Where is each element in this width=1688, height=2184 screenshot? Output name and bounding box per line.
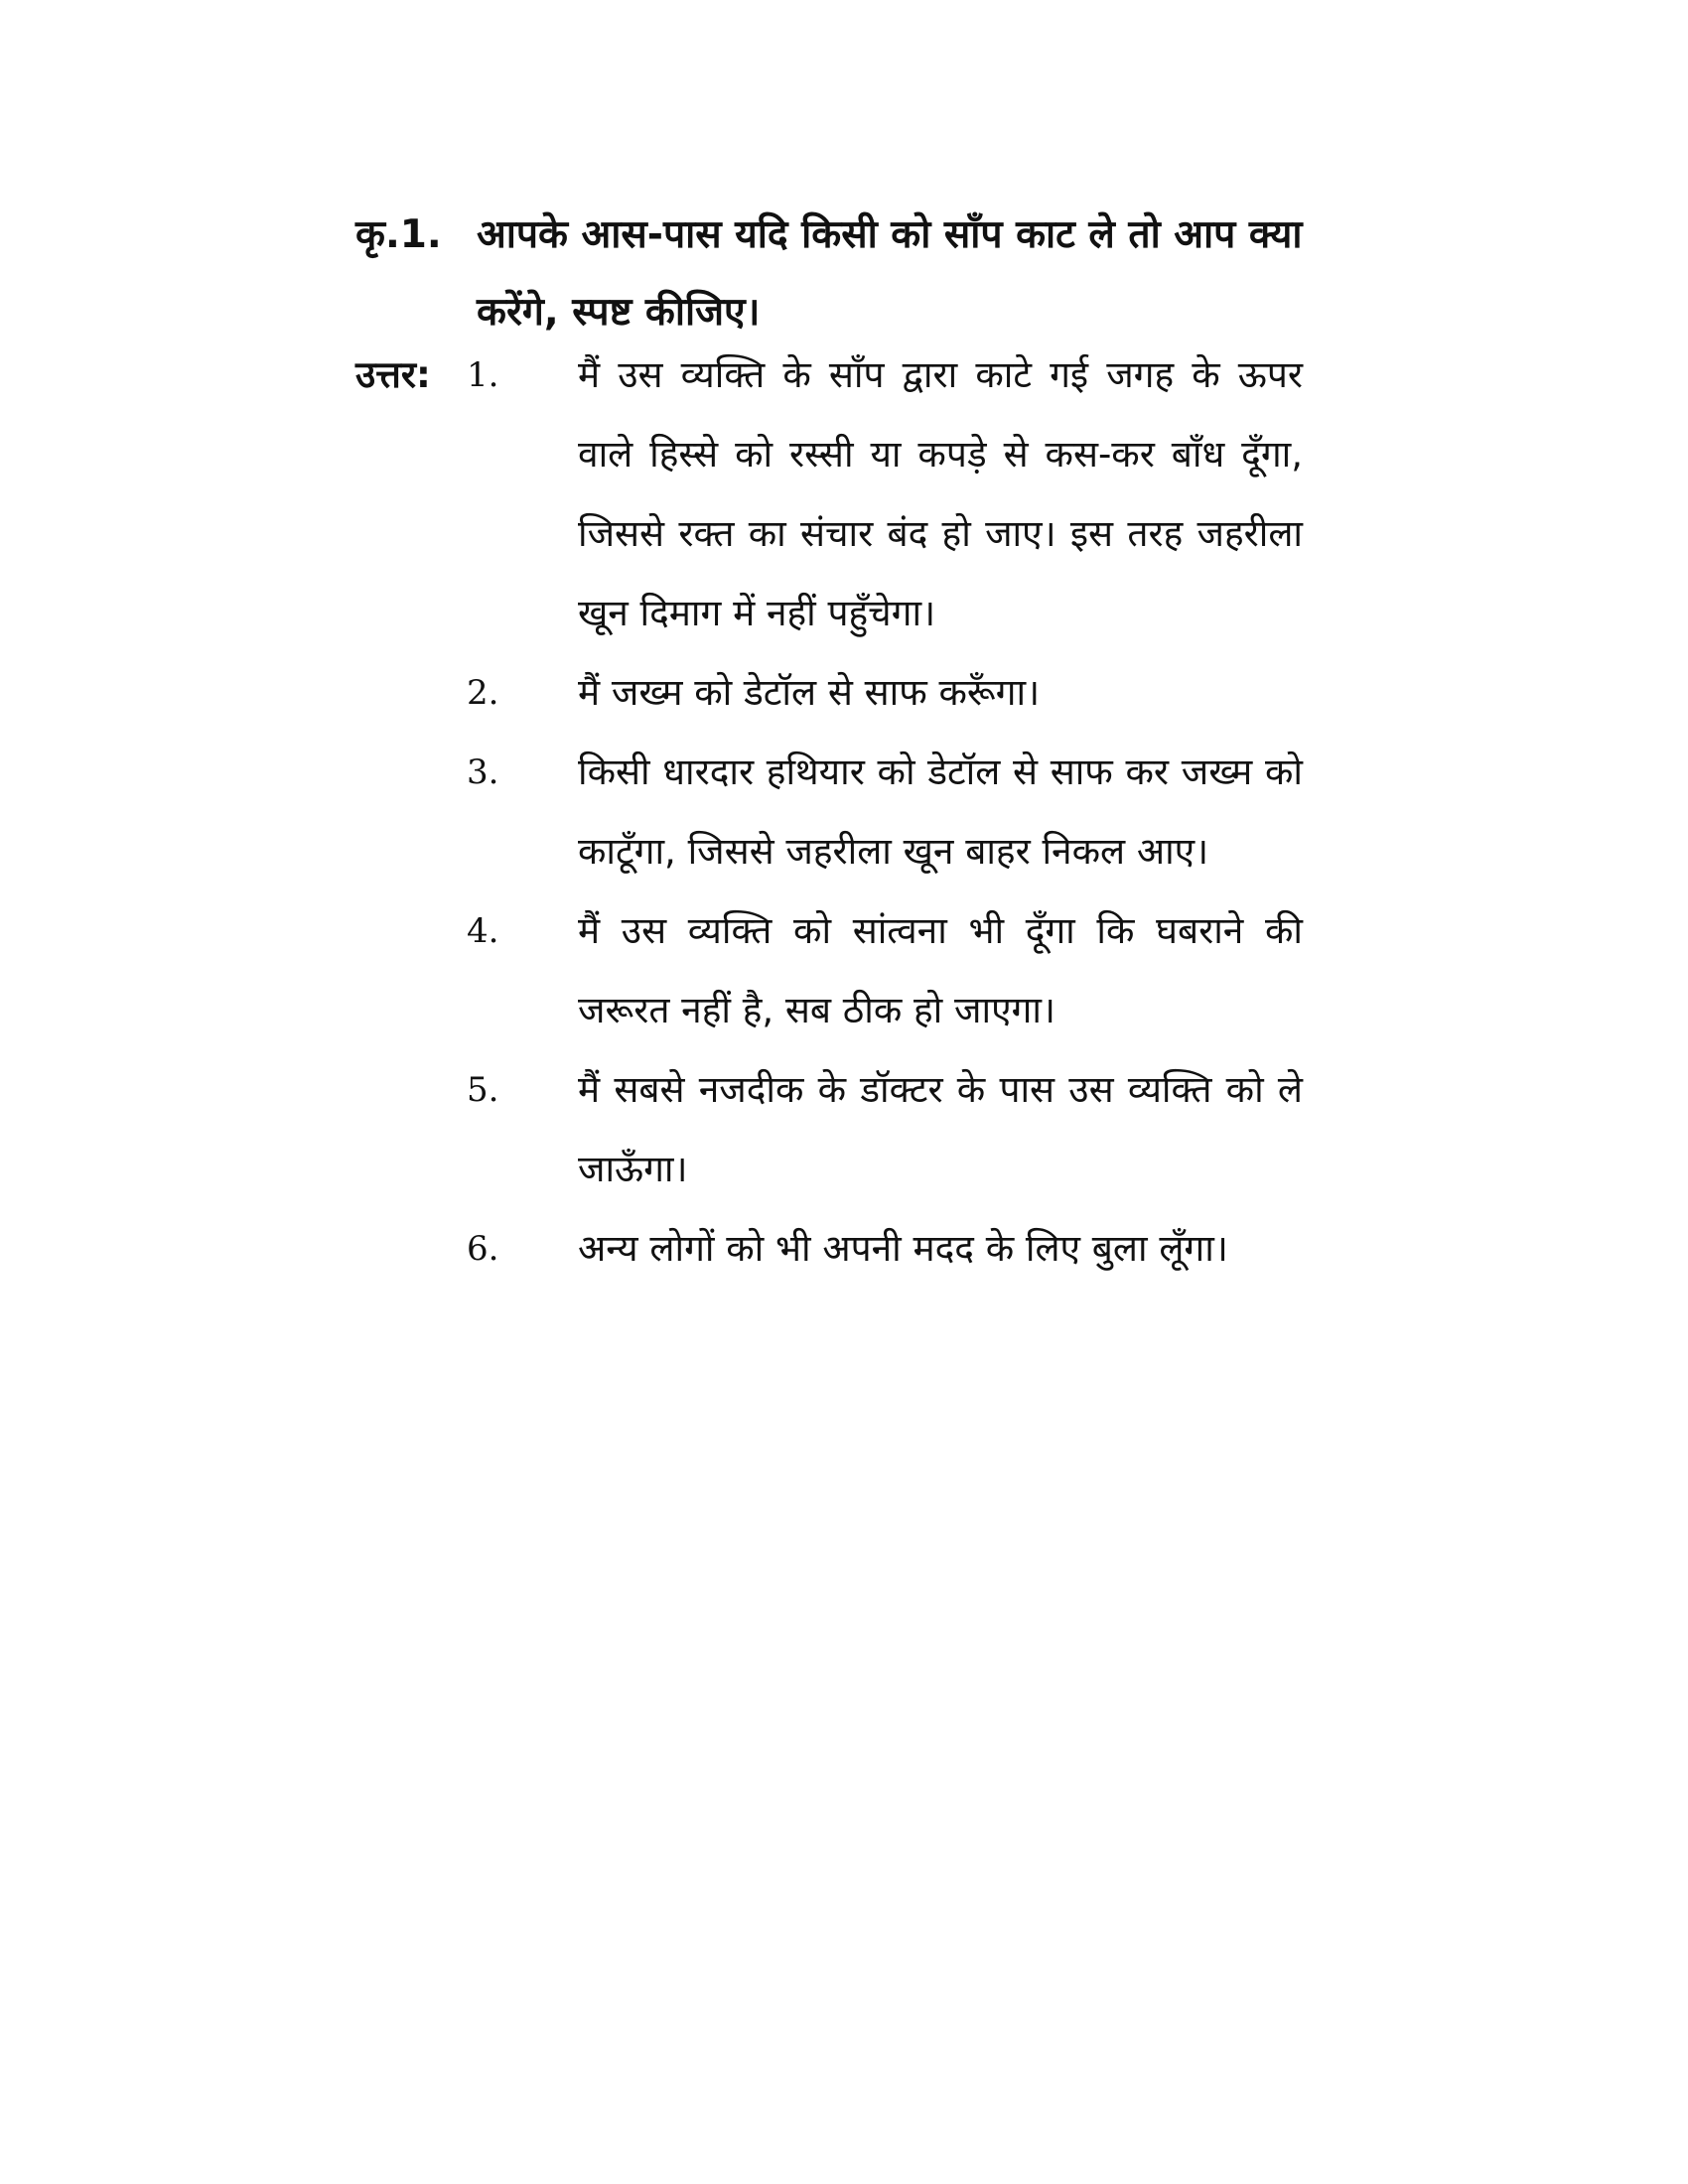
- answer-item-number: 6.: [467, 1229, 499, 1269]
- answer-item-number: 4.: [467, 911, 499, 951]
- answer-item-number: 1.: [467, 355, 499, 395]
- answer-item-text: मैं उस व्यक्ति को सांत्वना भी दूँगा कि घबराने की जरूरत नहीं है, सब ठीक हो जाएगा।: [578, 909, 1303, 1031]
- answer-item-5: [355, 1050, 1329, 1209]
- answer-item-number: 5.: [467, 1070, 499, 1110]
- question-text: आपके आस-पास यदि किसी को साँप काट ले तो आप क्या करेंगे, स्पष्ट कीजिए।: [477, 212, 1303, 335]
- question-number: कृ.1.: [355, 212, 442, 257]
- answer-item-1: [355, 336, 1329, 653]
- answer-item-text: अन्य लोगों को भी अपनी मदद के लिए बुला लूँगा।: [578, 1227, 1228, 1270]
- answer-item-3: [355, 733, 1329, 891]
- question-block: [355, 197, 1329, 351]
- answer-item-number: 3.: [467, 752, 499, 792]
- answer-item-text: मैं उस व्यक्ति के साँप द्वारा काटे गई जगह के ऊपर वाले हिस्से को रस्सी या कपड़े से कस-कर बाँध दूँगा, जिससे रक्त का संचार बंद हो जाए। इस तरह जहरीला खून दिमाग में नहीं पहुँचेगा।: [578, 353, 1303, 634]
- answer-item-2: [355, 653, 1329, 733]
- answer-item-text: मैं सबसे नजदीक के डॉक्टर के पास उस व्यक्ति को ले जाऊँगा।: [578, 1068, 1303, 1190]
- answer-block: [355, 336, 1329, 1289]
- answer-item-text: किसी धारदार हथियार को डेटॉल से साफ कर जख्म को काटूँगा, जिससे जहरीला खून बाहर निकल आए।: [578, 751, 1303, 873]
- answer-item-6: [355, 1209, 1329, 1289]
- answer-item-number: 2.: [467, 673, 499, 713]
- answer-item-4: [355, 891, 1329, 1050]
- answer-item-text: मैं जख्म को डेटॉल से साफ करूँगा।: [578, 671, 1041, 714]
- answer-label: उत्तर:: [355, 353, 431, 396]
